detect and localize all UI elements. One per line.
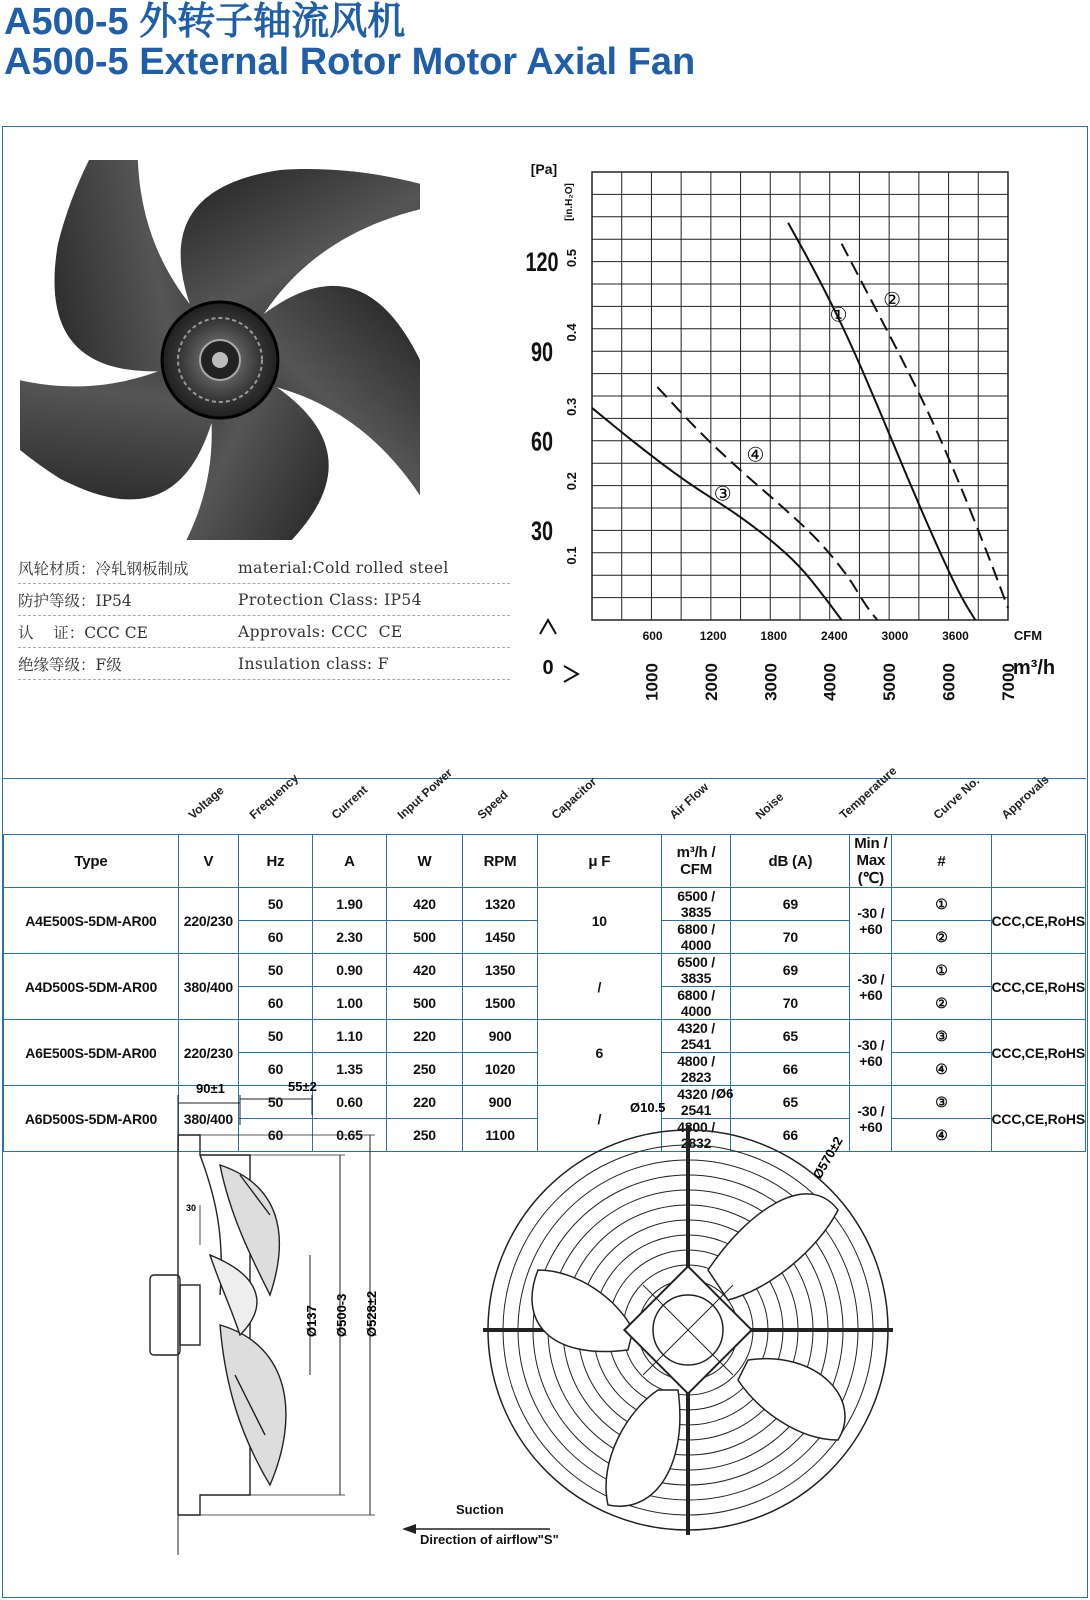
airflow-cell: 6800 / 4000 [661, 987, 731, 1020]
x2-tick-label: 2400 [820, 629, 848, 643]
power-cell: 500 [386, 921, 462, 954]
type-cell: A6E500S-5DM-AR00 [4, 1020, 179, 1086]
performance-chart [520, 150, 1080, 710]
column-header: Temperature [836, 763, 900, 822]
curve-2 [842, 244, 1008, 608]
capacitor-cell: 6 [537, 1020, 661, 1086]
power-cell: 220 [386, 1020, 462, 1053]
x2-axis-label: CFM [1013, 628, 1043, 643]
x-tick-label: 2000 [701, 663, 721, 701]
column-header: Speed [474, 787, 511, 822]
unit-cell: W [386, 835, 462, 888]
table-row [4, 888, 1086, 921]
hz-cell: 60 [238, 1053, 312, 1086]
column-header: Capacitor [548, 774, 600, 822]
axis-arrow-icon [564, 666, 578, 682]
spec-row [18, 648, 510, 680]
hz-cell: 60 [238, 987, 312, 1020]
dim-55: 55±2 [288, 1079, 317, 1094]
y-tick-label: 30 [530, 516, 554, 546]
x2-tick-label: 600 [642, 629, 663, 643]
column-header: Curve No. [930, 773, 983, 822]
spec-en: material:Cold rolled steel [238, 558, 449, 577]
spec-row [18, 584, 510, 616]
dim-500: Ø500-3 [334, 1293, 349, 1337]
table-top-rule [3, 778, 1086, 779]
spec-en: Insulation class: F [238, 654, 389, 673]
noise-cell: 66 [731, 1119, 850, 1152]
unit-cell: A [313, 835, 387, 888]
hz-cell: 50 [238, 888, 312, 921]
current-cell: 1.10 [313, 1020, 387, 1053]
curve-1 [788, 223, 975, 620]
power-cell: 220 [386, 1086, 462, 1119]
table-row [4, 954, 1086, 987]
airflow-cell: 4800 / 2832 [661, 1119, 731, 1152]
rpm-cell: 1320 [463, 888, 538, 921]
noise-cell: 70 [731, 987, 850, 1020]
temperature-cell: -30 / +60 [850, 888, 892, 954]
power-cell: 250 [386, 1119, 462, 1152]
rpm-cell: 1350 [463, 954, 538, 987]
y2-tick-label: 0.3 [564, 397, 579, 416]
voltage-cell: 380/400 [178, 1086, 238, 1152]
temperature-cell: -30 / +60 [850, 1086, 892, 1152]
x2-tick-label: 1200 [699, 629, 727, 643]
curve-cell: ③ [892, 1086, 991, 1119]
spec-cn: 防护等级：IP54 [18, 591, 132, 610]
dim-137: Ø137 [304, 1305, 319, 1337]
approvals-cell: CCC,CE,RoHS [991, 1086, 1085, 1152]
spec-en: Protection Class: IP54 [238, 590, 422, 609]
dim-90: 90±1 [196, 1081, 225, 1096]
x-tick-label: 5000 [880, 663, 900, 701]
spec-row [18, 552, 510, 584]
column-header: Current [328, 782, 371, 822]
y2-tick-label: 0.4 [564, 323, 579, 342]
rpm-cell: 1100 [463, 1119, 538, 1152]
column-header: Input Power [394, 765, 456, 822]
voltage-cell: 220/230 [178, 888, 238, 954]
curve-label: ③ [713, 483, 732, 506]
dim-6: Ø6 [716, 1086, 734, 1101]
y2-tick-label: 0.2 [564, 472, 579, 491]
dim-528: Ø528±2 [364, 1290, 379, 1337]
hz-cell: 50 [238, 954, 312, 987]
curve-label: ② [883, 289, 902, 312]
noise-cell: 66 [731, 1053, 850, 1086]
column-header: Voltage [185, 783, 227, 822]
type-cell: A6D500S-5DM-AR00 [4, 1086, 179, 1152]
power-cell: 500 [386, 987, 462, 1020]
dim-10-5: Ø10.5 [630, 1100, 666, 1115]
axis-arrow-icon [540, 620, 556, 634]
unit-cell: Type [4, 835, 179, 888]
type-cell: A4E500S-5DM-AR00 [4, 888, 179, 954]
y-tick-label: 120 [525, 247, 559, 277]
x-tick-label: 7000 [999, 663, 1018, 701]
hz-cell: 60 [238, 921, 312, 954]
curve-cell: ① [892, 954, 991, 987]
title-cn: A500-5 外转子轴流风机 [4, 1, 406, 43]
fan-impeller-image [20, 160, 420, 540]
unit-cell: μ F [537, 835, 661, 888]
capacitor-cell: / [537, 954, 661, 1020]
unit-cell: V [178, 835, 238, 888]
hz-cell: 50 [238, 1020, 312, 1053]
spec-en: Approvals: CCC CE [238, 622, 403, 641]
power-cell: 250 [386, 1053, 462, 1086]
column-header: Air Flow [666, 779, 712, 822]
current-cell: 1.00 [313, 987, 387, 1020]
side-view-drawing [140, 1075, 420, 1555]
unit-cell: m³/h / CFM [661, 835, 731, 888]
approvals-cell: CCC,CE,RoHS [991, 954, 1085, 1020]
airflow-cell: 6500 / 3835 [661, 954, 731, 987]
spec-cn: 风轮材质：冷轧钢板制成 [18, 559, 189, 578]
table-row [4, 1020, 1086, 1053]
y2-axis-label: [in.H₂O] [564, 183, 575, 221]
current-cell: 2.30 [313, 921, 387, 954]
column-header: Approvals [998, 772, 1052, 822]
rpm-cell: 1500 [463, 987, 538, 1020]
y2-tick-label: 0.5 [564, 249, 579, 268]
curve-label: ① [829, 304, 848, 327]
y-axis-label: [Pa] [530, 161, 558, 177]
voltage-cell: 220/230 [178, 1020, 238, 1086]
current-cell: 0.65 [313, 1119, 387, 1152]
x-tick-label: 4000 [820, 663, 840, 701]
origin-label: 0 [542, 657, 554, 679]
x2-tick-label: 1800 [760, 629, 788, 643]
capacitor-cell: 10 [537, 888, 661, 954]
x2-tick-label: 3000 [881, 629, 909, 643]
x-tick-label: 3000 [761, 663, 781, 701]
rpm-cell: 900 [463, 1020, 538, 1053]
curve-cell: ④ [892, 1053, 991, 1086]
spec-cn: 绝缘等级：F级 [18, 655, 122, 674]
x-tick-label: 6000 [939, 663, 959, 701]
temperature-cell: -30 / +60 [850, 1020, 892, 1086]
airflow-cell: 4800 / 2823 [661, 1053, 731, 1086]
dim-30: 30 [186, 1203, 197, 1213]
airflow-cell: 6800 / 4000 [661, 921, 731, 954]
spec-row [18, 616, 510, 648]
airflow-cell: 6500 / 3835 [661, 888, 731, 921]
current-cell: 1.90 [313, 888, 387, 921]
noise-cell: 69 [731, 888, 850, 921]
curve-3 [592, 408, 842, 620]
x2-tick-label: 3600 [942, 629, 969, 643]
column-header: Frequency [246, 770, 302, 822]
curve-label: ④ [746, 444, 765, 467]
front-view-drawing [480, 1080, 900, 1560]
noise-cell: 65 [731, 1086, 850, 1119]
x-axis-label: m³/h [1012, 657, 1056, 679]
column-header: Noise [752, 789, 787, 822]
chart-grid [592, 172, 1008, 620]
approvals-cell: CCC,CE,RoHS [991, 888, 1085, 954]
suction-label: Suction [456, 1502, 504, 1517]
title-en: A500-5 External Rotor Motor Axial Fan [4, 41, 696, 83]
curve-cell: ② [892, 987, 991, 1020]
hz-cell: 60 [238, 1119, 312, 1152]
current-cell: 0.60 [313, 1086, 387, 1119]
airflow-cell: 4320 / 2541 [661, 1020, 731, 1053]
airflow-direction-label: Direction of airflow"S" [420, 1532, 559, 1547]
unit-cell: Min / Max (℃) [850, 835, 892, 888]
unit-cell: RPM [463, 835, 538, 888]
rpm-cell: 1450 [463, 921, 538, 954]
table-units-row [4, 835, 1086, 888]
spec-list [18, 552, 510, 680]
y-tick-label: 90 [530, 337, 554, 367]
type-cell: A4D500S-5DM-AR00 [4, 954, 179, 1020]
capacitor-cell: / [537, 1086, 661, 1152]
power-cell: 420 [386, 888, 462, 921]
approvals-cell: CCC,CE,RoHS [991, 1020, 1085, 1086]
unit-cell: Hz [238, 835, 312, 888]
voltage-cell: 380/400 [178, 954, 238, 1020]
noise-cell: 69 [731, 954, 850, 987]
curve-cell: ① [892, 888, 991, 921]
curve-cell: ② [892, 921, 991, 954]
curve-cell: ④ [892, 1119, 991, 1152]
unit-cell [991, 835, 1085, 888]
curve-4 [657, 387, 877, 620]
curve-cell: ③ [892, 1020, 991, 1053]
dim-570: Ø570±2 [809, 1134, 846, 1182]
power-cell: 420 [386, 954, 462, 987]
y-tick-label: 60 [530, 426, 554, 457]
hz-cell: 50 [238, 1086, 312, 1119]
noise-cell: 70 [731, 921, 850, 954]
noise-cell: 65 [731, 1020, 850, 1053]
rpm-cell: 900 [463, 1086, 538, 1119]
spec-cn: 认 证：CCC CE [18, 623, 148, 642]
current-cell: 0.90 [313, 954, 387, 987]
current-cell: 1.35 [313, 1053, 387, 1086]
airflow-cell: 4320 / 2541 [661, 1086, 731, 1119]
rpm-cell: 1020 [463, 1053, 538, 1086]
x-tick-label: 1000 [642, 663, 662, 701]
y2-tick-label: 0.1 [564, 546, 579, 565]
unit-cell: # [892, 835, 991, 888]
unit-cell: dB (A) [731, 835, 850, 888]
temperature-cell: -30 / +60 [850, 954, 892, 1020]
